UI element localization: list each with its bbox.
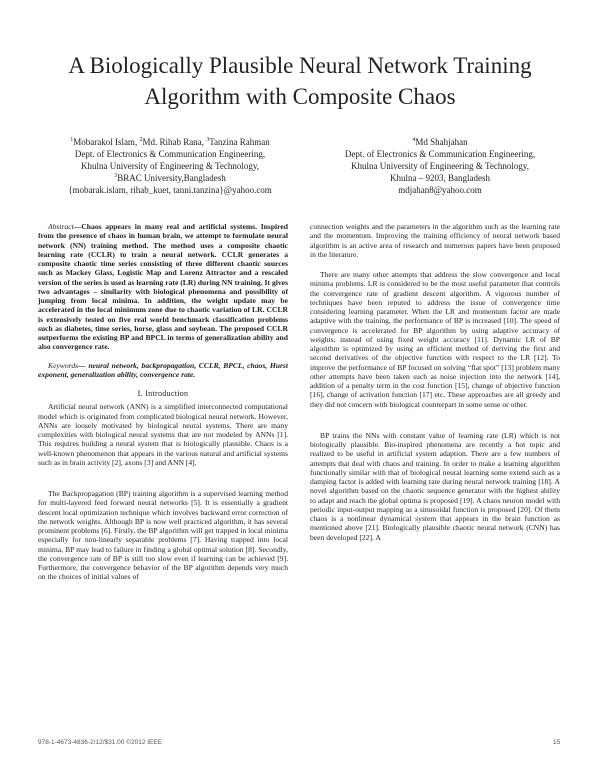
author-univ-right: Khulna University of Engineering & Technology, [350,161,530,171]
section-heading-introduction: I. Introduction [137,389,189,398]
paper-title [40,50,560,112]
paragraph: There are many other attempts that address the slow convergence and local minima problems. LR is considered to be the most useful parameter that controls the convergence rate of gradient descent algorithm. A vigorous number of techniques have been reputed to address the issue of convergence time considering learning parameter. When the LR and momentum factor are made adaptive with the training, the performance of BP is increased [10]. The speed of convergence is accelerated for BP algorithm by using adaptive accuracy of weights, instead of using fixed weight accuracy [11]. Dynamic LR of BP algorithm is optimized by using an efficient method of deriving the first and second derivatives of the objective function with respect to the LR [12]. To improve the performance of BP focused on solving “flat spot” [13] problem many other attempts have been taken such as noise injection into the network [14], addition of a penalty term in the cost function [15], change of objective function [16], change of activation function [17] etc. These approaches are all greedy and they did not concern with biological counterpart in some sense or other. [310,270,560,409]
footer-copyright: 978-1-4673-4836-2/12/$31.00 ©2012 IEEE [38,739,163,746]
keywords: Keywords— neural network, backpropagation, CCLR, BPCL, chaos, Hurst exponent, generalization ability, convergence rate. [38,360,288,379]
paragraph: Artificial neural network (ANN) is a simplified interconnected computational model which is originated from complicated biological neural network. However, ANNs are loosely motivated by biological neural systems. There are many complexities with biological neural systems that are not modeled by ANNs [1]. This requires building a neural system that is biologically plausible. Chaos is a well-known phenomenon that appears in the various natural and artificial systems such as in brain activity [2], axons [3] and ANN [4]. [38,402,288,467]
author-dept-right: Dept. of Electronics & Communication Engineering, [344,149,536,159]
author-city-right: Khulna – 9203, Bangladesh [390,173,490,183]
abstract: Abstract—Chaos appears in many real and artificial systems. Inspired from the presence of chaos in human brain, we attempt to formulate neural network (NN) training method. The method uses a composite chaotic learning rate (CCLR) to train a neural network. CCLR generates a composite chaotic time series consisting of three different chaotic sources such as Mackey Glass, Logistic Map and Lorenz Attractor and a rescaled version of the series is used as learning rate (LR) during NN training. It gives two advantages – similarity with biological phenomena and possibility of jumping from local minima. In addition, the weight update may be accelerated in the local minimum zone due to chaotic variation of LR. CCLR is extensively tested on five real world benchmark classification problems such as diabetes, time series, horse, glass and soybean. The proposed CCLR outperforms the existing BP and BPCL in terms of generalization ability and also convergence rate. [38,222,288,352]
author-email-left: {mobarak.islam, rihab_kuet, tanni.tanzina}@yahoo.com [68,185,272,195]
page-number: 15 [553,739,561,746]
author-block-left [30,136,310,196]
title-line-2: Algorithm with Composite Chaos [144,84,456,109]
author-block-right [300,136,580,196]
title-line-1: A Biologically Plausible Neural Network Training [68,53,532,78]
paragraph: BP trains the NNs with constant value of learning rate (LR) which is not biologically plausible. Bio-inspired phenomena are recently a hot topic and realized to be useful in artificial system adaption. There are a few numbers of attempts that deal with chaos and training. In order to make a learning algorithm functionally similar with that of biological neural learning some extend such as a damping factor is added with learning rate during neural network training [18]. A novel algorithm based on the chaotic sequence generator with the highest ability to adapt and reach the global optima is proposed [19]. A chaos neuron model with periodic input-output mapping as a sinusoidal function is proposed [20]. Of them chaos is a nonlinear dynamical system that appears in the brain function as mentioned above [21]. Biologically plausible chaotic neural network (CNN) has been developed [22]. A [310,430,560,542]
author-univ2-left: $^3$BRAC University,Bangladesh [114,173,226,183]
author-names-left: $^1$Mobarakol Islam, $^2$Md. Rihab Rana, $^3$Tanzina Rahman [70,137,270,147]
author-dept-left: Dept. of Electronics & Communication Engineering, [74,149,266,159]
author-name-right: $^4$Md Shahjahan [412,137,468,147]
right-column [310,222,560,542]
author-email-right: mdjahan8@yahoo.com [398,185,482,195]
paragraph: The Backpropagation (BP) training algorithm is a supervised learning method for multi-layered feed forward neural networks [5]. It is essentially a gradient descent local optimization technique which involves backward error correction of the network weights. Although BP is now well practiced algorithm, it has several prominent problems [6]. Firstly, the BP algorithm will get trapped in local minima especially for non-linearly separable problems [7]. Having trapped into local minima, BP may lead to failure in finding a global optimal solution [8]. Secondly, the convergence rate of BP is still too slow even if learning can be achieved [9]. Furthermore, the convergence behavior of the BP algorithm depends very much on the choices of initial values of [38,489,288,582]
author-univ-left: Khulna University of Engineering & Technology, [80,161,260,171]
paragraph: connection weights and the parameters in the algorithm such as the learning rate and the momentum. Improving the training efficiency of neural network based algorithm is an active area of research and numerous papers have been proposed in the literature. [310,222,560,259]
left-column [38,222,288,582]
